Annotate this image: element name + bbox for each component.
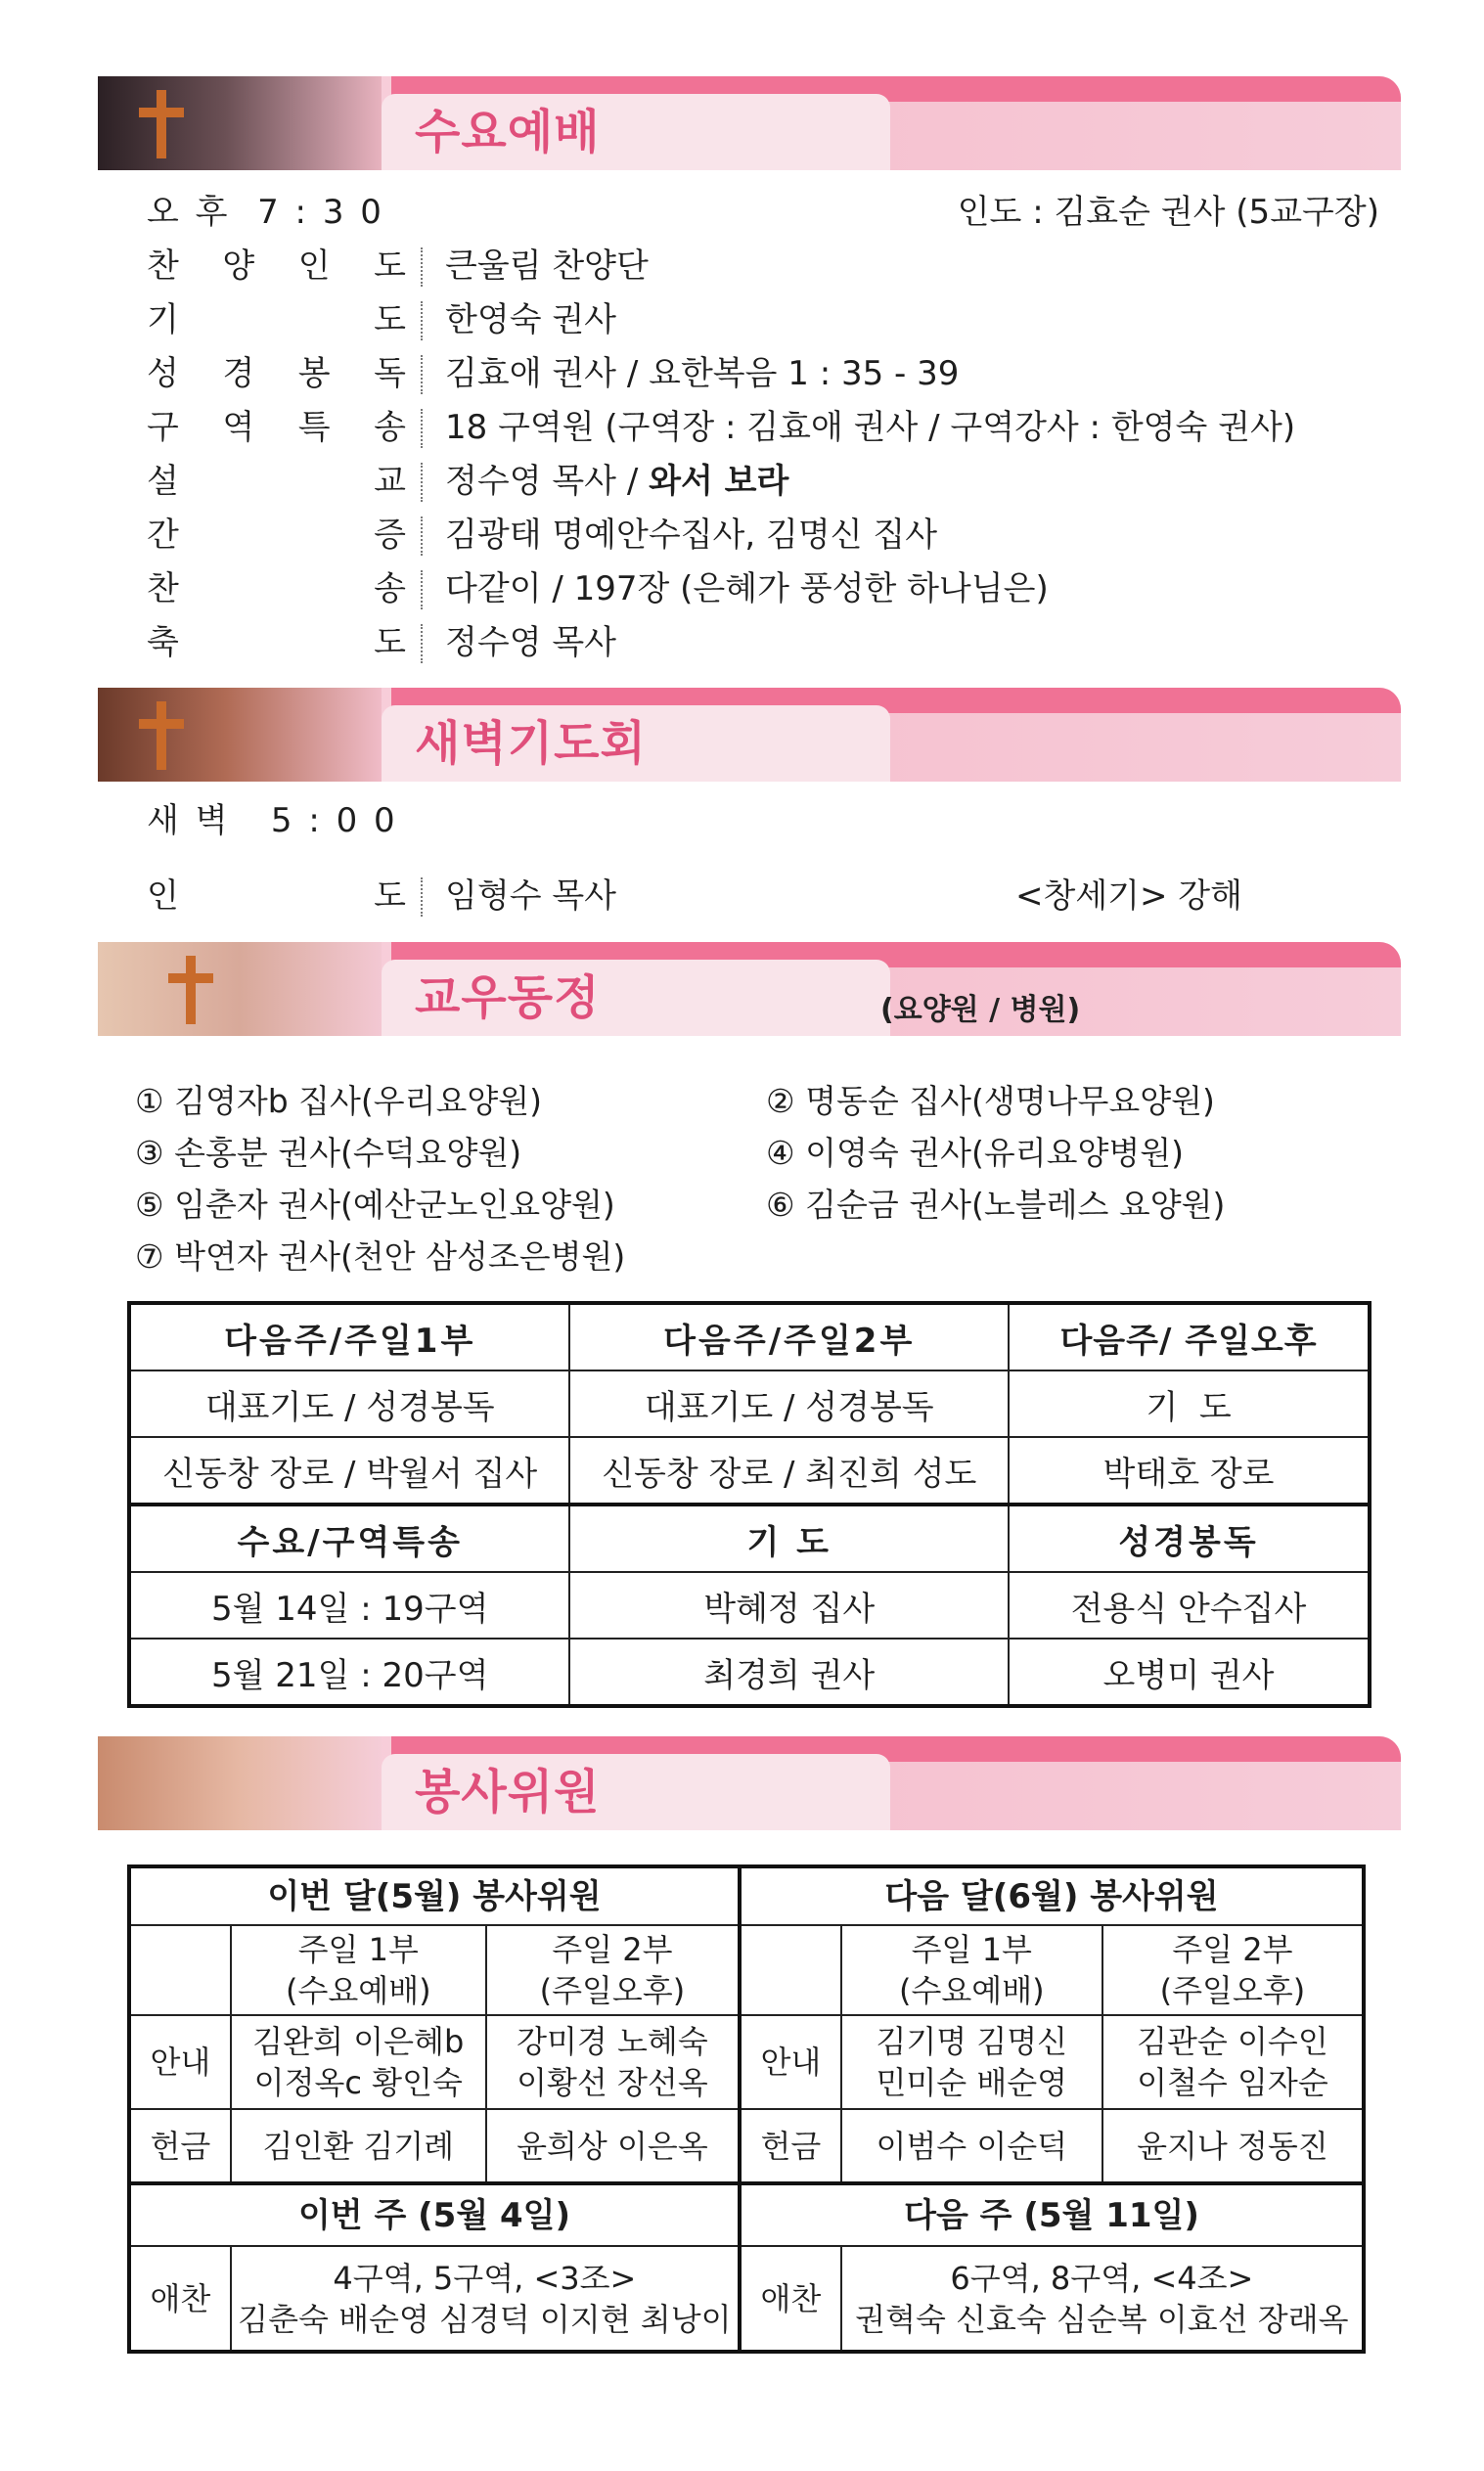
list-item: ③ 손홍분 권사(수덕요양원) <box>135 1134 522 1172</box>
wed-header <box>98 76 1401 174</box>
section-title: 봉사위원 <box>382 1754 890 1830</box>
program-row <box>147 562 1379 616</box>
cross-photo-icon <box>98 688 382 782</box>
section-title: 교우동정 <box>382 960 890 1036</box>
program-label: 축 도 <box>147 623 406 662</box>
row-label: 애찬 <box>129 2246 231 2352</box>
name-line: 강미경 노혜숙 <box>517 2023 708 2060</box>
name-line: 민미순 배순영 <box>876 2064 1068 2101</box>
schedule-header: 다음주/ 주일오후 <box>1009 1303 1370 1370</box>
praise-line: 김춘숙 배순영 심경덕 이지현 최낭이 <box>238 2300 732 2338</box>
table-row <box>129 2109 1364 2183</box>
label: 주일 1부 <box>297 1931 419 1968</box>
list-item: ① 김영자b 집사(우리요양원) <box>135 1082 543 1120</box>
name-line: 이정옥c 황인숙 <box>253 2064 463 2101</box>
section-title: 새벽기도회 <box>382 705 890 782</box>
dawn-value: 임형수 목사 <box>445 876 617 916</box>
volunteer-header <box>98 1736 1401 1834</box>
list-item: ⑤ 임춘자 권사(예산군노인요양원) <box>135 1186 615 1224</box>
table-row <box>129 1572 1370 1639</box>
label: (주일오후) <box>1159 1972 1306 2009</box>
praise-line: 6구역, 8구역, <4조> <box>950 2259 1254 2297</box>
program-value: 김효애 권사 / 요한복음 1 : 35 - 39 <box>445 354 960 393</box>
program-label: 구 역 특 송 <box>147 408 406 447</box>
table-cell: 5월 21일 : 20구역 <box>129 1639 569 1706</box>
column-header <box>231 1925 486 2015</box>
program-value: 정수영 목사 <box>445 623 617 662</box>
empty-cell <box>129 1925 231 2015</box>
schedule-role: 기 도 <box>1009 1370 1370 1437</box>
table-row <box>129 1370 1370 1437</box>
schedule-header: 기 도 <box>569 1505 1009 1572</box>
table-row <box>129 1639 1370 1706</box>
dawn-header <box>98 688 1401 786</box>
empty-cell <box>740 1925 841 2015</box>
row-label: 헌금 <box>740 2109 841 2183</box>
table-cell: 오병미 권사 <box>1009 1639 1370 1706</box>
wed-leader: 인도 : 김효순 권사 (5교구장) <box>957 193 1379 232</box>
dawn-time: 새 벽 5 : 0 0 <box>147 801 398 840</box>
program-row <box>147 455 1379 509</box>
this-week-header: 이번 주 (5월 4일) <box>129 2183 740 2246</box>
patient-list <box>135 1076 1368 1281</box>
column-header <box>841 1925 1102 2015</box>
row-label: 안내 <box>129 2015 231 2109</box>
program-value: 큰울림 찬양단 <box>445 247 649 286</box>
table-cell <box>841 2015 1102 2109</box>
row-label: 안내 <box>740 2015 841 2109</box>
table-row <box>129 2246 1364 2352</box>
program-label: 찬 양 인 도 <box>147 247 406 286</box>
table-cell <box>231 2246 740 2352</box>
schedule-role: 대표기도 / 성경봉독 <box>129 1370 569 1437</box>
praise-line: 권혁숙 신효숙 심순복 이효선 장래옥 <box>855 2300 1349 2338</box>
program-label: 간 증 <box>147 516 406 555</box>
program-label: 찬 송 <box>147 569 406 608</box>
label: (수요예배) <box>898 1972 1045 2009</box>
schedule-table <box>127 1301 1372 1708</box>
list-item: ② 명동순 집사(생명나무요양원) <box>766 1082 1215 1120</box>
schedule-header: 수요/구역특송 <box>129 1505 569 1572</box>
table-cell <box>486 2015 740 2109</box>
table-row <box>129 1437 1370 1505</box>
table-cell <box>231 2015 486 2109</box>
next-month-header: 다음 달(6월) 봉사위원 <box>740 1866 1364 1925</box>
name-line: 김완희 이은혜b <box>252 2023 465 2060</box>
row-label: 애찬 <box>740 2246 841 2352</box>
program-row <box>147 616 1379 670</box>
schedule-name: 신동창 장로 / 최진희 성도 <box>569 1437 1009 1505</box>
table-row <box>129 1303 1370 1370</box>
news-subtitle: (요양원 / 병원) <box>880 993 1081 1027</box>
table-cell: 5월 14일 : 19구역 <box>129 1572 569 1639</box>
program-row <box>147 240 1379 293</box>
label: (주일오후) <box>539 1972 686 2009</box>
program-row <box>147 293 1379 347</box>
row-label: 헌금 <box>129 2109 231 2183</box>
next-week-header: 다음 주 (5월 11일) <box>740 2183 1364 2246</box>
schedule-role: 대표기도 / 성경봉독 <box>569 1370 1009 1437</box>
table-cell: 박혜정 집사 <box>569 1572 1009 1639</box>
list-item: ⑦ 박연자 권사(천안 삼성조은병원) <box>135 1237 626 1276</box>
name-line: 이철수 임자순 <box>1137 2064 1328 2101</box>
column-header <box>486 1925 740 2015</box>
table-cell: 전용식 안수집사 <box>1009 1572 1370 1639</box>
table-cell <box>1102 2015 1364 2109</box>
program-value: 김광태 명예안수집사, 김명신 집사 <box>445 516 938 555</box>
list-item: ④ 이영숙 권사(유리요양병원) <box>766 1134 1184 1172</box>
schedule-name: 박태호 장로 <box>1009 1437 1370 1505</box>
table-row <box>129 1925 1364 2015</box>
name-line: 김기명 김명신 <box>876 2023 1068 2060</box>
cross-photo-icon <box>98 942 382 1036</box>
table-row <box>129 2183 1364 2246</box>
schedule-header: 성경봉독 <box>1009 1505 1370 1572</box>
praise-line: 4구역, 5구역, <3조> <box>333 2259 637 2297</box>
table-cell <box>841 2246 1364 2352</box>
table-cell: 이범수 이순덕 <box>841 2109 1102 2183</box>
column-header <box>1102 1925 1364 2015</box>
table-cell: 윤희상 이은옥 <box>486 2109 740 2183</box>
program-value: 18 구역원 (구역장 : 김효애 권사 / 구역강사 : 한영숙 권사) <box>445 408 1296 447</box>
program-row <box>147 401 1379 455</box>
schedule-header: 다음주/주일1부 <box>129 1303 569 1370</box>
program-row <box>147 347 1379 401</box>
table-row <box>129 1866 1364 1925</box>
table-row <box>129 2015 1364 2109</box>
wed-program <box>147 186 1379 670</box>
schedule-header: 다음주/주일2부 <box>569 1303 1009 1370</box>
table-cell: 윤지나 정동진 <box>1102 2109 1364 2183</box>
table-row <box>129 1505 1370 1572</box>
schedule-name: 신동창 장로 / 박월서 집사 <box>129 1437 569 1505</box>
label: 주일 2부 <box>1172 1931 1293 1968</box>
program-row <box>147 509 1379 562</box>
section-title: 수요예배 <box>382 94 890 170</box>
program-value: 한영숙 권사 <box>445 300 617 339</box>
program-label: 설 교 <box>147 462 406 501</box>
dawn-program <box>147 794 1379 923</box>
table-cell: 김인환 김기례 <box>231 2109 486 2183</box>
name-line: 김관순 이수인 <box>1137 2023 1328 2060</box>
dawn-label: 인 도 <box>147 876 406 916</box>
program-label: 성 경 봉 독 <box>147 354 406 393</box>
news-header <box>98 942 1401 1040</box>
program-label: 기 도 <box>147 300 406 339</box>
volunteer-table <box>127 1864 1366 2354</box>
praying-hands-photo-icon <box>98 1736 382 1830</box>
list-item: ⑥ 김순금 권사(노블레스 요양원) <box>766 1186 1226 1224</box>
dawn-note: <창세기> 강해 <box>1014 876 1242 916</box>
label: 주일 1부 <box>911 1931 1032 1968</box>
cross-photo-icon <box>98 76 382 170</box>
program-value: 정수영 목사 / 와서 보라 <box>445 462 789 501</box>
wed-time: 오 후 7 : 3 0 <box>147 193 384 232</box>
this-month-header: 이번 달(5월) 봉사위원 <box>129 1866 740 1925</box>
label: (수요예배) <box>285 1972 431 2009</box>
program-value: 다같이 / 197장 (은혜가 풍성한 하나님은) <box>445 569 1049 608</box>
label: 주일 2부 <box>552 1931 673 1968</box>
name-line: 이황선 장선옥 <box>517 2064 708 2101</box>
table-cell: 최경희 권사 <box>569 1639 1009 1706</box>
